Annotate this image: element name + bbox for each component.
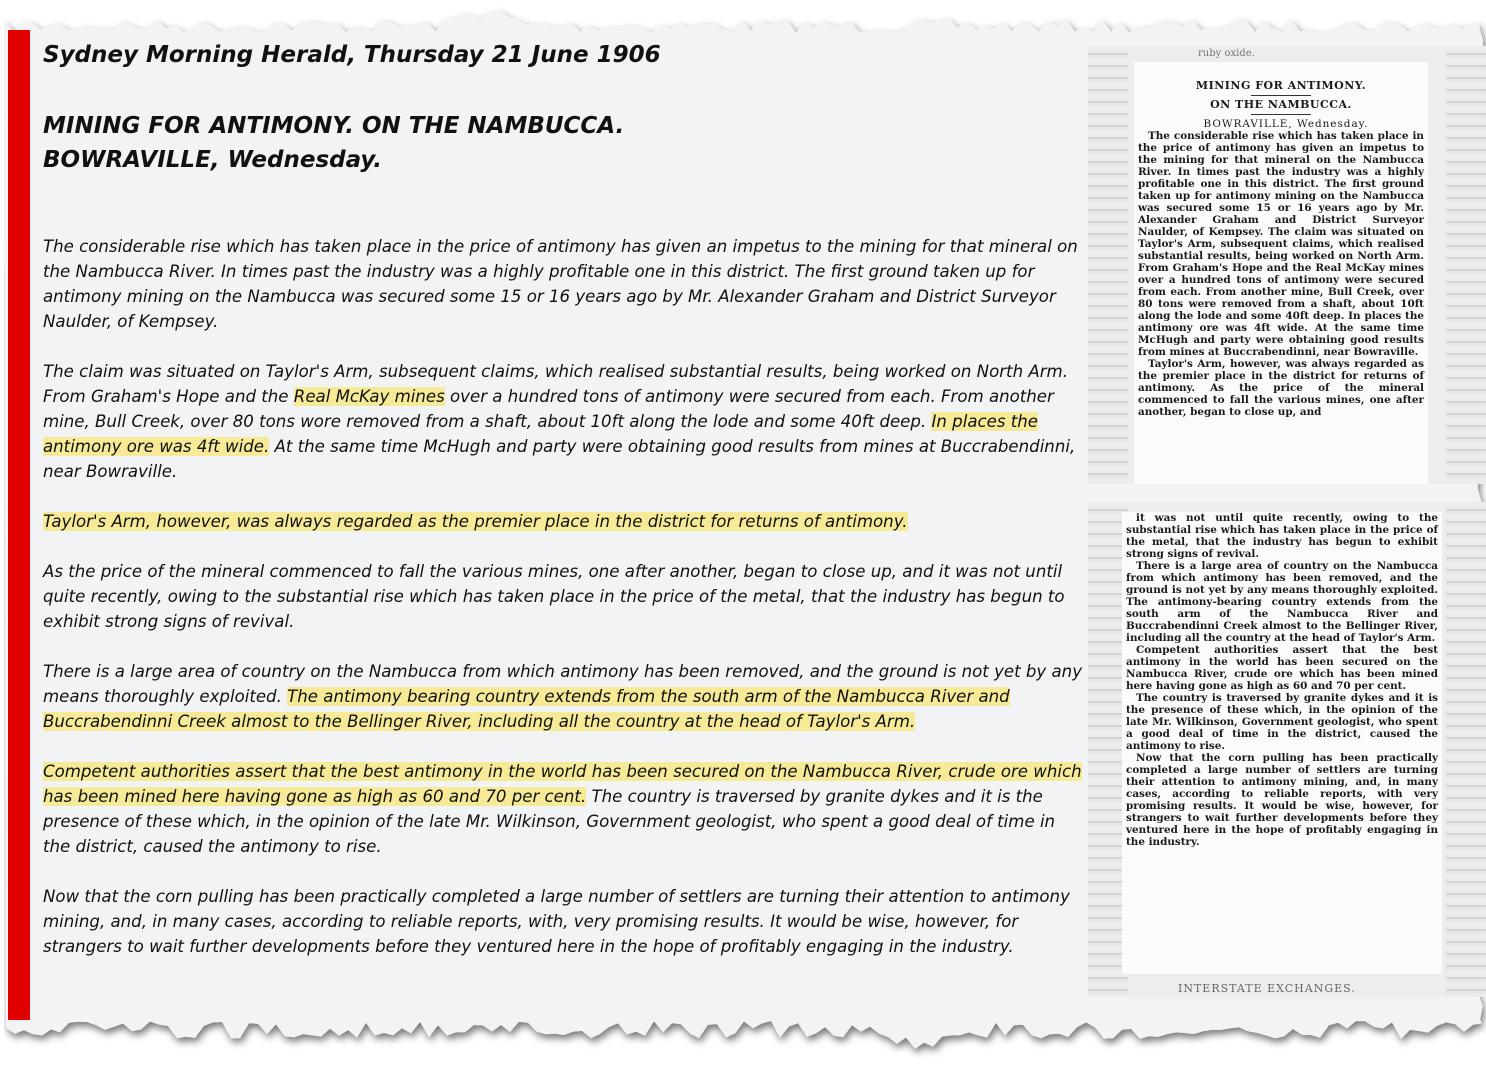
paragraph-1: The considerable rise which has taken place in the price of antimony has given an impetus to the mining for that mineral on the Nambucca River. In times past the industry was a highly profitable one in this district. The first ground taken up for antimony mining on the Nambucca was secured some 15 or 16 years ago by Mr. Alexander Graham and District Surveyor Naulder, of Kempsey. xyxy=(43,237,1078,331)
scan-top-line: ruby oxide. xyxy=(1198,48,1255,59)
dateline: BOWRAVILLE, Wednesday. xyxy=(43,147,383,173)
paragraph-2-text-b: over a hundred tons of antimony were secured from each. From another mine, Bull Creek, over 80 tons wore removed from a shaft, about 10ft along the lode and some 40ft deep. xyxy=(43,387,1054,431)
scan-column-2 xyxy=(1122,512,1442,974)
scan-left-column-fragment xyxy=(1088,46,1128,484)
scan-column-1 xyxy=(1134,62,1428,484)
highlight-best-antimony: Competent authorities assert that the best antimony in the world has been secured on the Nambucca River, crude ore which has been mined here having gone as high as 60 and 70 per cent. xyxy=(43,762,1082,806)
newspaper-scan-top xyxy=(1088,46,1486,484)
scan-rule xyxy=(1251,95,1311,96)
scan-paragraph-3: it was not until quite recently, owing to the substantial rise which has taken place in the price of the metal, that the industry has begun to exhibit strong signs of revival. xyxy=(1126,512,1438,560)
scan-paragraph-1: The considerable rise which has taken place in the price of antimony has given an impetus to the mining for that mineral on the Nambucca River. In times past the industry was a highly profitable one in this district. The first ground taken up for antimony mining on the Nambucca was secured some 15 or 16 years ago by Mr. Alexander Graham and District Surveyor Naulder, of Kempsey. The claim was situated on Taylor's Arm, subsequent claims, which realised substantial results, being worked on North Arm. From Graham's Hope and the Real McKay mines over a hundred tons of antimony were secured from each. From another mine, Bull Creek, over 80 tons were removed from a shaft, about 10ft along the lode and some 40ft deep. In places the antimony ore was 4ft wide. At the same time McHugh and party were obtaining good results from mines at Buccrabendinni, near Bowraville. xyxy=(1138,130,1424,358)
paragraph-6 xyxy=(43,759,1083,859)
highlight-real-mckay: Real McKay mines xyxy=(293,387,445,406)
highlight-premier-place: Taylor's Arm, however, was always regarded as the premier place in the district for returns of antimony. xyxy=(43,512,908,531)
paragraph-6-text: The country is traversed by granite dykes and it is the presence of these which, in the opinion of the late Mr. Wilkinson, Government geologist, who spent a good deal of time in the district, caused the antimony to rise. xyxy=(43,787,1056,856)
scan-paragraph-6: The country is traversed by granite dykes and it is the presence of these which, in the opinion of the late Mr. Wilkinson, Government geologist, who spent a good deal of time in the district, caused the antimony to rise. xyxy=(1126,692,1438,752)
scan-right-column-fragment xyxy=(1446,46,1486,484)
scan-paragraph-2: Taylor's Arm, however, was always regarded as the premier place in the district for returns of antimony. As the price of the mineral commenced to fall the various mines, one after another, began to close up, and xyxy=(1138,358,1424,418)
paragraph-7: Now that the corn pulling has been practically completed a large number of settlers are turning their attention to antimony mining, and, in many cases, according to reliable reports, with, very promising results. It would be wise, however, for strangers to wait further developments before they ventured here in the hope of profitably engaging in the industry. xyxy=(43,887,1070,956)
scan-dateline: BOWRAVILLE, Wednesday. xyxy=(1203,118,1369,130)
paragraph-2-text-a: The claim was situated on Taylor's Arm, subsequent claims, which realised substantial results, being worked on North Arm. From Graham's Hope and the xyxy=(43,362,1068,406)
headline: MINING FOR ANTIMONY. ON THE NAMBUCCA. xyxy=(43,113,625,139)
paragraph-5-text: There is a large area of country on the Nambucca from which antimony has been removed, and the ground is not yet by any means thoroughly exploited. xyxy=(43,662,1083,706)
scan-rule xyxy=(1251,114,1311,115)
paragraph-3 xyxy=(43,509,1083,534)
torn-paper-card xyxy=(4,0,1486,1080)
margin-red-bar xyxy=(8,30,30,1020)
scan-paragraph-4: There is a large area of country on the Nambucca from which antimony has been removed, and the ground is not yet by any means thoroughly exploited. The antimony-bearing country extends from the south arm of the Nambucca River and Buccrabendinni Creek almost to the Bellinger River, including all the country at the head of Taylor's Arm. xyxy=(1126,560,1438,644)
scan-headline-2: ON THE NAMBUCCA. xyxy=(1210,98,1352,111)
scan-paragraph-7: Now that the corn pulling has been practically completed a large number of settlers are turning their attention to antimony mining, and, in many cases, according to reliable reports, with very promising results. It would be wise, however, for strangers to wait further developments before they ventured here in the hope of profitably engaging in the industry. xyxy=(1126,752,1438,848)
scan-paragraph-5: Competent authorities assert that the best antimony in the world has been secured on the Nambucca River, crude ore which has been mined here having gone as high as 60 and 70 per cent. xyxy=(1126,644,1438,692)
source-citation: Sydney Morning Herald, Thursday 21 June 1906 xyxy=(43,42,661,68)
highlight-ore-width: In places the antimony ore was 4ft wide. xyxy=(43,412,1038,456)
scan-right-column-fragment xyxy=(1446,502,1486,997)
scan-headline-1: MINING FOR ANTIMONY. xyxy=(1195,79,1367,92)
scan-footer-heading: INTERSTATE EXCHANGES. xyxy=(1178,982,1356,995)
paragraph-4: As the price of the mineral commenced to fall the various mines, one after another, began to close up, and it was not until quite recently, owing to the substantial rise which has taken place in the price of the metal, that the industry has begun to exhibit strong signs of revival. xyxy=(43,562,1065,631)
paragraph-2 xyxy=(43,359,1083,484)
paragraph-5 xyxy=(43,659,1083,734)
newspaper-scan-bottom xyxy=(1088,502,1486,997)
highlight-antimony-country: The antimony bearing country extends from the south arm of the Nambucca River and Buccrabendinni Creek almost to the Bellinger River, including all the country at the head of Taylor's Arm. xyxy=(43,687,1010,731)
paragraph-2-text-c: At the same time McHugh and party were obtaining good results from mines at Buccrabendinni, near Bowraville. xyxy=(43,437,1076,481)
